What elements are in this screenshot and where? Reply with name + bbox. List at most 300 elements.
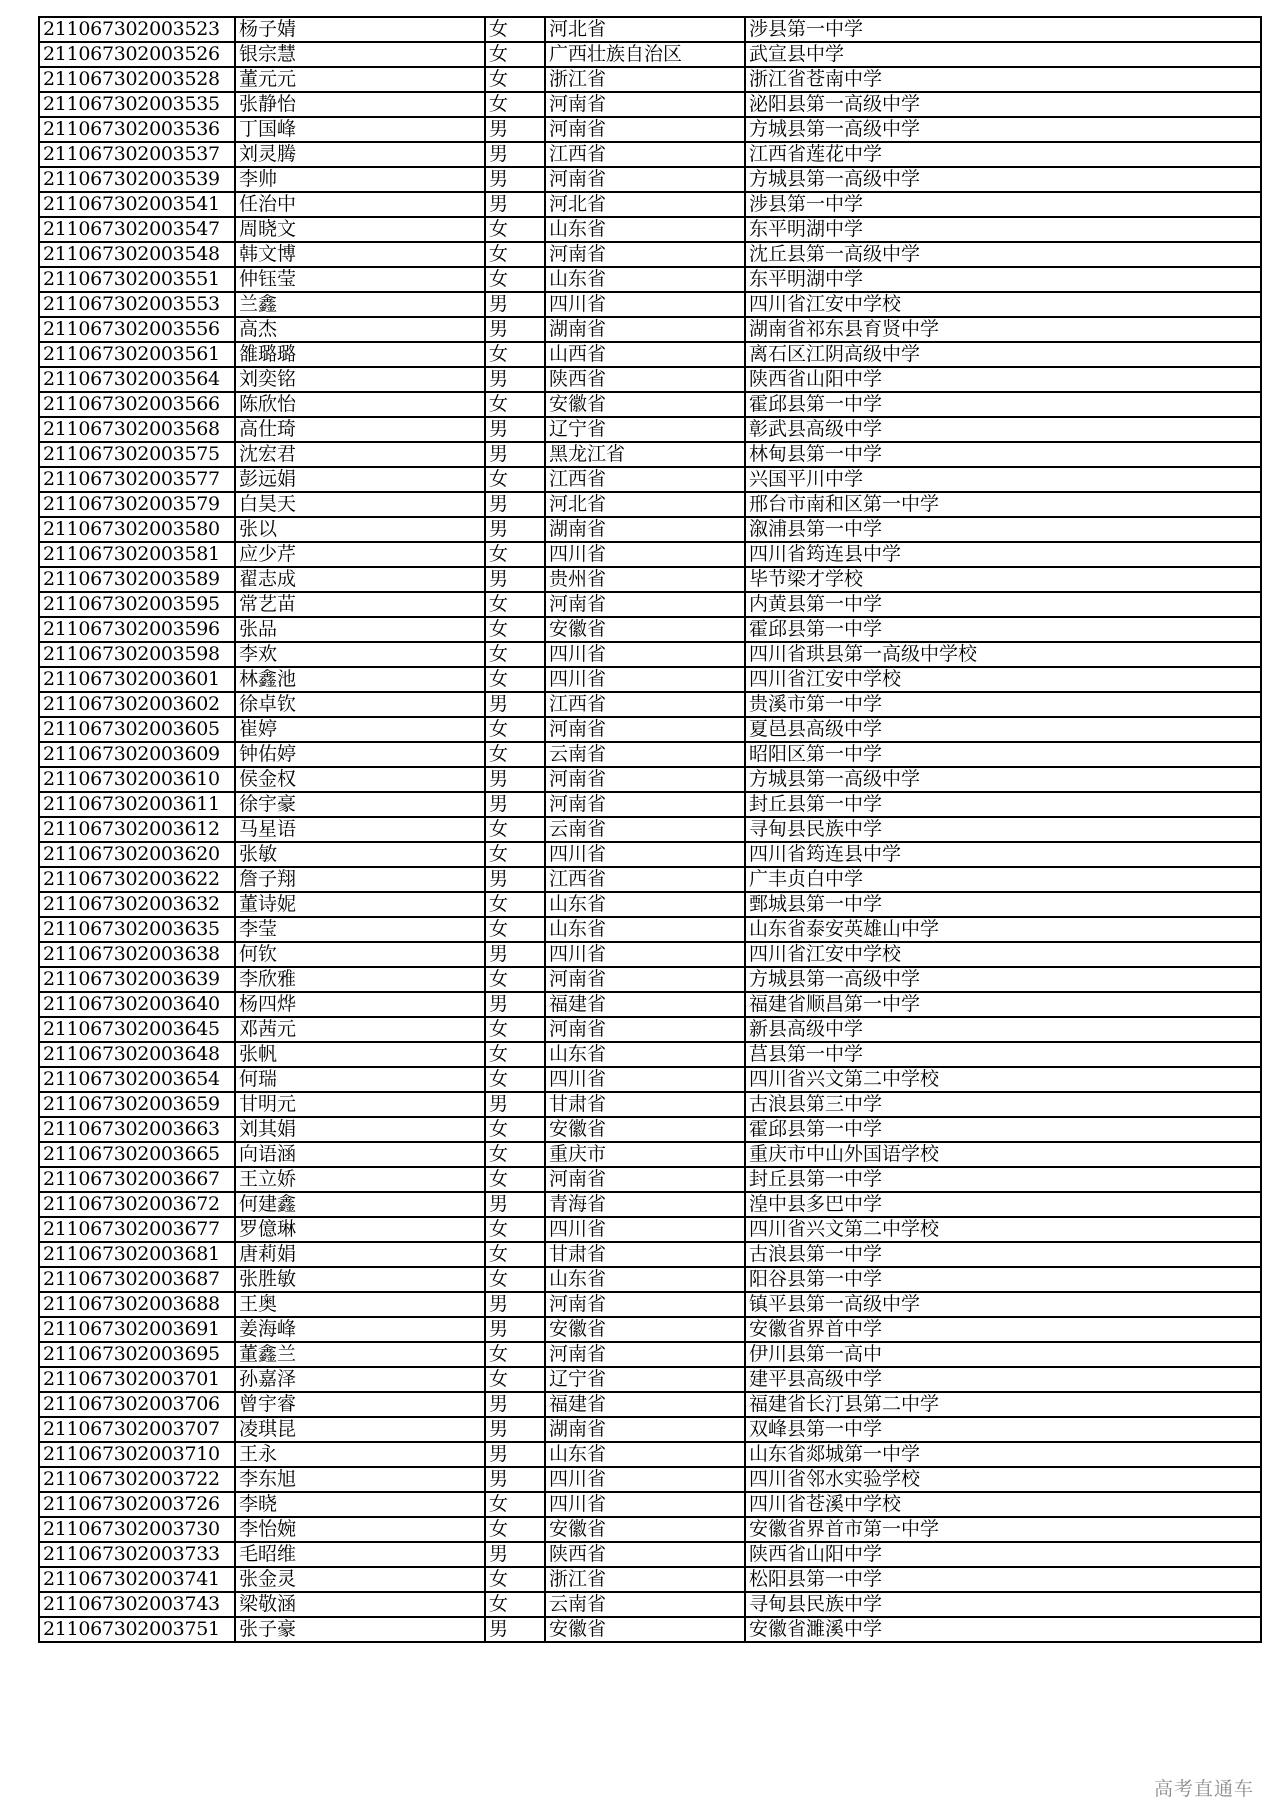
gender-cell: 男 bbox=[485, 1392, 545, 1417]
student-roster-table bbox=[38, 16, 1262, 1643]
table-row bbox=[39, 1142, 1261, 1167]
table-row bbox=[39, 967, 1261, 992]
student-name-cell: 张品 bbox=[235, 617, 485, 642]
school-cell: 四川省江安中学校 bbox=[745, 667, 1261, 692]
exam-number-cell: 211067302003622 bbox=[39, 867, 235, 892]
table-row bbox=[39, 367, 1261, 392]
province-cell: 河北省 bbox=[545, 192, 745, 217]
table-row bbox=[39, 1117, 1261, 1142]
gender-cell: 男 bbox=[485, 192, 545, 217]
roster-body bbox=[39, 17, 1261, 1642]
table-row bbox=[39, 267, 1261, 292]
province-cell: 山东省 bbox=[545, 917, 745, 942]
student-name-cell: 翟志成 bbox=[235, 567, 485, 592]
table-row bbox=[39, 467, 1261, 492]
table-row bbox=[39, 117, 1261, 142]
gender-cell: 女 bbox=[485, 342, 545, 367]
province-cell: 安徽省 bbox=[545, 1617, 745, 1642]
school-cell: 安徽省濉溪中学 bbox=[745, 1617, 1261, 1642]
student-name-cell: 甘明元 bbox=[235, 1092, 485, 1117]
school-cell: 江西省莲花中学 bbox=[745, 142, 1261, 167]
table-row bbox=[39, 842, 1261, 867]
student-name-cell: 何建鑫 bbox=[235, 1192, 485, 1217]
exam-number-cell: 211067302003609 bbox=[39, 742, 235, 767]
gender-cell: 女 bbox=[485, 1217, 545, 1242]
school-cell: 霍邱县第一中学 bbox=[745, 1117, 1261, 1142]
province-cell: 山东省 bbox=[545, 217, 745, 242]
province-cell: 安徽省 bbox=[545, 617, 745, 642]
student-name-cell: 张金灵 bbox=[235, 1567, 485, 1592]
school-cell: 安徽省界首市第一中学 bbox=[745, 1517, 1261, 1542]
school-cell: 四川省兴文第二中学校 bbox=[745, 1067, 1261, 1092]
province-cell: 河北省 bbox=[545, 17, 745, 42]
province-cell: 四川省 bbox=[545, 842, 745, 867]
table-row bbox=[39, 517, 1261, 542]
gender-cell: 男 bbox=[485, 1192, 545, 1217]
student-name-cell: 王永 bbox=[235, 1442, 485, 1467]
student-name-cell: 王奥 bbox=[235, 1292, 485, 1317]
exam-number-cell: 211067302003665 bbox=[39, 1142, 235, 1167]
province-cell: 山东省 bbox=[545, 892, 745, 917]
table-row bbox=[39, 292, 1261, 317]
table-row bbox=[39, 1317, 1261, 1342]
table-row bbox=[39, 42, 1261, 67]
student-name-cell: 雒璐璐 bbox=[235, 342, 485, 367]
province-cell: 山东省 bbox=[545, 1042, 745, 1067]
gender-cell: 女 bbox=[485, 1142, 545, 1167]
exam-number-cell: 211067302003648 bbox=[39, 1042, 235, 1067]
student-name-cell: 韩文博 bbox=[235, 242, 485, 267]
student-name-cell: 何瑞 bbox=[235, 1067, 485, 1092]
province-cell: 河南省 bbox=[545, 117, 745, 142]
school-cell: 四川省苍溪中学校 bbox=[745, 1492, 1261, 1517]
gender-cell: 女 bbox=[485, 892, 545, 917]
exam-number-cell: 211067302003687 bbox=[39, 1267, 235, 1292]
gender-cell: 女 bbox=[485, 717, 545, 742]
exam-number-cell: 211067302003564 bbox=[39, 367, 235, 392]
table-row bbox=[39, 767, 1261, 792]
student-name-cell: 凌琪昆 bbox=[235, 1417, 485, 1442]
student-name-cell: 邓茜元 bbox=[235, 1017, 485, 1042]
exam-number-cell: 211067302003589 bbox=[39, 567, 235, 592]
province-cell: 四川省 bbox=[545, 542, 745, 567]
gender-cell: 男 bbox=[485, 942, 545, 967]
table-row bbox=[39, 992, 1261, 1017]
student-name-cell: 孙嘉泽 bbox=[235, 1367, 485, 1392]
exam-number-cell: 211067302003654 bbox=[39, 1067, 235, 1092]
province-cell: 安徽省 bbox=[545, 1317, 745, 1342]
table-row bbox=[39, 1067, 1261, 1092]
table-row bbox=[39, 217, 1261, 242]
table-row bbox=[39, 1442, 1261, 1467]
school-cell: 安徽省界首中学 bbox=[745, 1317, 1261, 1342]
table-row bbox=[39, 592, 1261, 617]
province-cell: 甘肃省 bbox=[545, 1242, 745, 1267]
table-row bbox=[39, 67, 1261, 92]
school-cell: 东平明湖中学 bbox=[745, 267, 1261, 292]
exam-number-cell: 211067302003536 bbox=[39, 117, 235, 142]
province-cell: 河南省 bbox=[545, 1017, 745, 1042]
school-cell: 方城县第一高级中学 bbox=[745, 117, 1261, 142]
gender-cell: 男 bbox=[485, 317, 545, 342]
school-cell: 鄄城县第一中学 bbox=[745, 892, 1261, 917]
school-cell: 四川省兴文第二中学校 bbox=[745, 1217, 1261, 1242]
school-cell: 双峰县第一中学 bbox=[745, 1417, 1261, 1442]
exam-number-cell: 211067302003556 bbox=[39, 317, 235, 342]
exam-number-cell: 211067302003548 bbox=[39, 242, 235, 267]
school-cell: 封丘县第一中学 bbox=[745, 1167, 1261, 1192]
gender-cell: 男 bbox=[485, 867, 545, 892]
exam-number-cell: 211067302003605 bbox=[39, 717, 235, 742]
student-name-cell: 刘奕铭 bbox=[235, 367, 485, 392]
gender-cell: 男 bbox=[485, 517, 545, 542]
exam-number-cell: 211067302003635 bbox=[39, 917, 235, 942]
gender-cell: 男 bbox=[485, 1317, 545, 1342]
exam-number-cell: 211067302003551 bbox=[39, 267, 235, 292]
student-name-cell: 姜海峰 bbox=[235, 1317, 485, 1342]
table-row bbox=[39, 17, 1261, 42]
province-cell: 湖南省 bbox=[545, 517, 745, 542]
school-cell: 福建省顺昌第一中学 bbox=[745, 992, 1261, 1017]
school-cell: 建平县高级中学 bbox=[745, 1367, 1261, 1392]
table-row bbox=[39, 417, 1261, 442]
province-cell: 四川省 bbox=[545, 1467, 745, 1492]
gender-cell: 男 bbox=[485, 1092, 545, 1117]
exam-number-cell: 211067302003580 bbox=[39, 517, 235, 542]
table-row bbox=[39, 1542, 1261, 1567]
province-cell: 陕西省 bbox=[545, 367, 745, 392]
province-cell: 河南省 bbox=[545, 167, 745, 192]
gender-cell: 女 bbox=[485, 17, 545, 42]
gender-cell: 男 bbox=[485, 367, 545, 392]
gender-cell: 男 bbox=[485, 117, 545, 142]
gender-cell: 女 bbox=[485, 742, 545, 767]
gender-cell: 女 bbox=[485, 967, 545, 992]
school-cell: 古浪县第三中学 bbox=[745, 1092, 1261, 1117]
student-name-cell: 刘灵腾 bbox=[235, 142, 485, 167]
table-row bbox=[39, 1242, 1261, 1267]
table-row bbox=[39, 167, 1261, 192]
province-cell: 辽宁省 bbox=[545, 1367, 745, 1392]
student-name-cell: 王立娇 bbox=[235, 1167, 485, 1192]
student-name-cell: 李帅 bbox=[235, 167, 485, 192]
table-row bbox=[39, 792, 1261, 817]
table-row bbox=[39, 1492, 1261, 1517]
table-row bbox=[39, 192, 1261, 217]
student-name-cell: 侯金权 bbox=[235, 767, 485, 792]
school-cell: 兴国平川中学 bbox=[745, 467, 1261, 492]
student-name-cell: 张帆 bbox=[235, 1042, 485, 1067]
school-cell: 新县高级中学 bbox=[745, 1017, 1261, 1042]
student-name-cell: 徐宇豪 bbox=[235, 792, 485, 817]
student-name-cell: 彭远娟 bbox=[235, 467, 485, 492]
province-cell: 河南省 bbox=[545, 792, 745, 817]
gender-cell: 男 bbox=[485, 1542, 545, 1567]
province-cell: 河南省 bbox=[545, 967, 745, 992]
exam-number-cell: 211067302003602 bbox=[39, 692, 235, 717]
gender-cell: 女 bbox=[485, 267, 545, 292]
student-name-cell: 唐莉娟 bbox=[235, 1242, 485, 1267]
school-cell: 泌阳县第一高级中学 bbox=[745, 92, 1261, 117]
table-row bbox=[39, 1342, 1261, 1367]
exam-number-cell: 211067302003568 bbox=[39, 417, 235, 442]
table-row bbox=[39, 1617, 1261, 1642]
table-row bbox=[39, 1417, 1261, 1442]
table-row bbox=[39, 1367, 1261, 1392]
student-name-cell: 应少芹 bbox=[235, 542, 485, 567]
exam-number-cell: 211067302003611 bbox=[39, 792, 235, 817]
province-cell: 江西省 bbox=[545, 692, 745, 717]
school-cell: 寻甸县民族中学 bbox=[745, 817, 1261, 842]
gender-cell: 女 bbox=[485, 667, 545, 692]
gender-cell: 女 bbox=[485, 67, 545, 92]
exam-number-cell: 211067302003726 bbox=[39, 1492, 235, 1517]
student-name-cell: 李东旭 bbox=[235, 1467, 485, 1492]
exam-number-cell: 211067302003677 bbox=[39, 1217, 235, 1242]
school-cell: 夏邑县高级中学 bbox=[745, 717, 1261, 742]
exam-number-cell: 211067302003566 bbox=[39, 392, 235, 417]
school-cell: 武宣县中学 bbox=[745, 42, 1261, 67]
province-cell: 四川省 bbox=[545, 1217, 745, 1242]
school-cell: 方城县第一高级中学 bbox=[745, 167, 1261, 192]
table-row bbox=[39, 742, 1261, 767]
student-name-cell: 白昊天 bbox=[235, 492, 485, 517]
student-name-cell: 张以 bbox=[235, 517, 485, 542]
school-cell: 林甸县第一中学 bbox=[745, 442, 1261, 467]
school-cell: 四川省邻水实验学校 bbox=[745, 1467, 1261, 1492]
exam-number-cell: 211067302003722 bbox=[39, 1467, 235, 1492]
gender-cell: 女 bbox=[485, 1042, 545, 1067]
exam-number-cell: 211067302003701 bbox=[39, 1367, 235, 1392]
gender-cell: 女 bbox=[485, 617, 545, 642]
school-cell: 四川省江安中学校 bbox=[745, 942, 1261, 967]
school-cell: 东平明湖中学 bbox=[745, 217, 1261, 242]
exam-number-cell: 211067302003553 bbox=[39, 292, 235, 317]
province-cell: 安徽省 bbox=[545, 1117, 745, 1142]
province-cell: 河北省 bbox=[545, 492, 745, 517]
school-cell: 四川省江安中学校 bbox=[745, 292, 1261, 317]
student-name-cell: 高仕琦 bbox=[235, 417, 485, 442]
student-name-cell: 李晓 bbox=[235, 1492, 485, 1517]
school-cell: 伊川县第一高中 bbox=[745, 1342, 1261, 1367]
gender-cell: 男 bbox=[485, 417, 545, 442]
gender-cell: 男 bbox=[485, 442, 545, 467]
exam-number-cell: 211067302003596 bbox=[39, 617, 235, 642]
school-cell: 彰武县高级中学 bbox=[745, 417, 1261, 442]
gender-cell: 男 bbox=[485, 292, 545, 317]
student-name-cell: 丁国峰 bbox=[235, 117, 485, 142]
table-row bbox=[39, 492, 1261, 517]
gender-cell: 女 bbox=[485, 917, 545, 942]
exam-number-cell: 211067302003667 bbox=[39, 1167, 235, 1192]
gender-cell: 女 bbox=[485, 1242, 545, 1267]
table-row bbox=[39, 392, 1261, 417]
gender-cell: 女 bbox=[485, 1167, 545, 1192]
province-cell: 安徽省 bbox=[545, 392, 745, 417]
table-row bbox=[39, 667, 1261, 692]
exam-number-cell: 211067302003547 bbox=[39, 217, 235, 242]
school-cell: 福建省长汀县第二中学 bbox=[745, 1392, 1261, 1417]
student-name-cell: 张静怡 bbox=[235, 92, 485, 117]
student-name-cell: 李莹 bbox=[235, 917, 485, 942]
table-row bbox=[39, 1292, 1261, 1317]
province-cell: 云南省 bbox=[545, 742, 745, 767]
table-row bbox=[39, 942, 1261, 967]
student-name-cell: 杨四烨 bbox=[235, 992, 485, 1017]
province-cell: 湖南省 bbox=[545, 1417, 745, 1442]
student-name-cell: 张敏 bbox=[235, 842, 485, 867]
school-cell: 古浪县第一中学 bbox=[745, 1242, 1261, 1267]
gender-cell: 男 bbox=[485, 1442, 545, 1467]
province-cell: 云南省 bbox=[545, 1592, 745, 1617]
table-row bbox=[39, 917, 1261, 942]
school-cell: 陕西省山阳中学 bbox=[745, 367, 1261, 392]
province-cell: 山东省 bbox=[545, 1267, 745, 1292]
student-name-cell: 马星语 bbox=[235, 817, 485, 842]
student-name-cell: 张子豪 bbox=[235, 1617, 485, 1642]
table-row bbox=[39, 1042, 1261, 1067]
school-cell: 重庆市中山外国语学校 bbox=[745, 1142, 1261, 1167]
province-cell: 安徽省 bbox=[545, 1517, 745, 1542]
exam-number-cell: 211067302003695 bbox=[39, 1342, 235, 1367]
exam-number-cell: 211067302003526 bbox=[39, 42, 235, 67]
exam-number-cell: 211067302003528 bbox=[39, 67, 235, 92]
gender-cell: 女 bbox=[485, 1267, 545, 1292]
table-row bbox=[39, 317, 1261, 342]
gender-cell: 男 bbox=[485, 492, 545, 517]
gender-cell: 男 bbox=[485, 1292, 545, 1317]
student-name-cell: 常艺苗 bbox=[235, 592, 485, 617]
exam-number-cell: 211067302003579 bbox=[39, 492, 235, 517]
province-cell: 湖南省 bbox=[545, 317, 745, 342]
student-name-cell: 毛昭维 bbox=[235, 1542, 485, 1567]
province-cell: 河南省 bbox=[545, 1342, 745, 1367]
province-cell: 江西省 bbox=[545, 867, 745, 892]
exam-number-cell: 211067302003535 bbox=[39, 92, 235, 117]
student-name-cell: 林鑫池 bbox=[235, 667, 485, 692]
table-row bbox=[39, 867, 1261, 892]
watermark-text: 高考直通车 bbox=[1153, 1778, 1254, 1800]
exam-number-cell: 211067302003743 bbox=[39, 1592, 235, 1617]
gender-cell: 男 bbox=[485, 142, 545, 167]
student-name-cell: 曾宇睿 bbox=[235, 1392, 485, 1417]
school-cell: 毕节梁才学校 bbox=[745, 567, 1261, 592]
gender-cell: 男 bbox=[485, 992, 545, 1017]
school-cell: 山东省泰安英雄山中学 bbox=[745, 917, 1261, 942]
exam-number-cell: 211067302003639 bbox=[39, 967, 235, 992]
province-cell: 河南省 bbox=[545, 242, 745, 267]
exam-number-cell: 211067302003638 bbox=[39, 942, 235, 967]
student-name-cell: 徐卓钦 bbox=[235, 692, 485, 717]
exam-number-cell: 211067302003751 bbox=[39, 1617, 235, 1642]
student-name-cell: 李怡婉 bbox=[235, 1517, 485, 1542]
gender-cell: 男 bbox=[485, 1417, 545, 1442]
school-cell: 阳谷县第一中学 bbox=[745, 1267, 1261, 1292]
gender-cell: 男 bbox=[485, 1467, 545, 1492]
gender-cell: 女 bbox=[485, 1067, 545, 1092]
table-row bbox=[39, 1592, 1261, 1617]
province-cell: 四川省 bbox=[545, 642, 745, 667]
school-cell: 莒县第一中学 bbox=[745, 1042, 1261, 1067]
table-row bbox=[39, 892, 1261, 917]
province-cell: 青海省 bbox=[545, 1192, 745, 1217]
student-name-cell: 任治中 bbox=[235, 192, 485, 217]
student-name-cell: 银宗慧 bbox=[235, 42, 485, 67]
province-cell: 河南省 bbox=[545, 592, 745, 617]
student-name-cell: 董元元 bbox=[235, 67, 485, 92]
province-cell: 浙江省 bbox=[545, 1567, 745, 1592]
exam-number-cell: 211067302003681 bbox=[39, 1242, 235, 1267]
student-name-cell: 陈欣怡 bbox=[235, 392, 485, 417]
student-name-cell: 詹子翔 bbox=[235, 867, 485, 892]
school-cell: 贵溪市第一中学 bbox=[745, 692, 1261, 717]
province-cell: 四川省 bbox=[545, 942, 745, 967]
school-cell: 霍邱县第一中学 bbox=[745, 392, 1261, 417]
gender-cell: 女 bbox=[485, 1117, 545, 1142]
school-cell: 湟中县多巴中学 bbox=[745, 1192, 1261, 1217]
exam-number-cell: 211067302003595 bbox=[39, 592, 235, 617]
exam-number-cell: 211067302003730 bbox=[39, 1517, 235, 1542]
gender-cell: 女 bbox=[485, 1017, 545, 1042]
exam-number-cell: 211067302003598 bbox=[39, 642, 235, 667]
exam-number-cell: 211067302003620 bbox=[39, 842, 235, 867]
student-name-cell: 向语涵 bbox=[235, 1142, 485, 1167]
province-cell: 江西省 bbox=[545, 467, 745, 492]
table-row bbox=[39, 817, 1261, 842]
province-cell: 河南省 bbox=[545, 1292, 745, 1317]
province-cell: 黑龙江省 bbox=[545, 442, 745, 467]
student-name-cell: 刘其娟 bbox=[235, 1117, 485, 1142]
school-cell: 霍邱县第一中学 bbox=[745, 617, 1261, 642]
province-cell: 山东省 bbox=[545, 1442, 745, 1467]
student-name-cell: 崔婷 bbox=[235, 717, 485, 742]
table-row bbox=[39, 692, 1261, 717]
gender-cell: 男 bbox=[485, 692, 545, 717]
school-cell: 邢台市南和区第一中学 bbox=[745, 492, 1261, 517]
student-name-cell: 高杰 bbox=[235, 317, 485, 342]
school-cell: 方城县第一高级中学 bbox=[745, 767, 1261, 792]
table-row bbox=[39, 542, 1261, 567]
table-row bbox=[39, 1192, 1261, 1217]
exam-number-cell: 211067302003741 bbox=[39, 1567, 235, 1592]
gender-cell: 女 bbox=[485, 542, 545, 567]
school-cell: 四川省珙县第一高级中学校 bbox=[745, 642, 1261, 667]
school-cell: 镇平县第一高级中学 bbox=[745, 1292, 1261, 1317]
table-row bbox=[39, 1467, 1261, 1492]
gender-cell: 女 bbox=[485, 1517, 545, 1542]
gender-cell: 男 bbox=[485, 1617, 545, 1642]
gender-cell: 女 bbox=[485, 642, 545, 667]
school-cell: 陕西省山阳中学 bbox=[745, 1542, 1261, 1567]
table-row bbox=[39, 442, 1261, 467]
exam-number-cell: 211067302003640 bbox=[39, 992, 235, 1017]
table-row bbox=[39, 1017, 1261, 1042]
gender-cell: 男 bbox=[485, 767, 545, 792]
table-row bbox=[39, 1392, 1261, 1417]
exam-number-cell: 211067302003706 bbox=[39, 1392, 235, 1417]
student-name-cell: 钟佑婷 bbox=[235, 742, 485, 767]
school-cell: 内黄县第一中学 bbox=[745, 592, 1261, 617]
exam-number-cell: 211067302003539 bbox=[39, 167, 235, 192]
table-row bbox=[39, 617, 1261, 642]
province-cell: 云南省 bbox=[545, 817, 745, 842]
table-row bbox=[39, 642, 1261, 667]
exam-number-cell: 211067302003632 bbox=[39, 892, 235, 917]
student-name-cell: 仲钰莹 bbox=[235, 267, 485, 292]
school-cell: 山东省郯城第一中学 bbox=[745, 1442, 1261, 1467]
gender-cell: 女 bbox=[485, 842, 545, 867]
student-name-cell: 沈宏君 bbox=[235, 442, 485, 467]
